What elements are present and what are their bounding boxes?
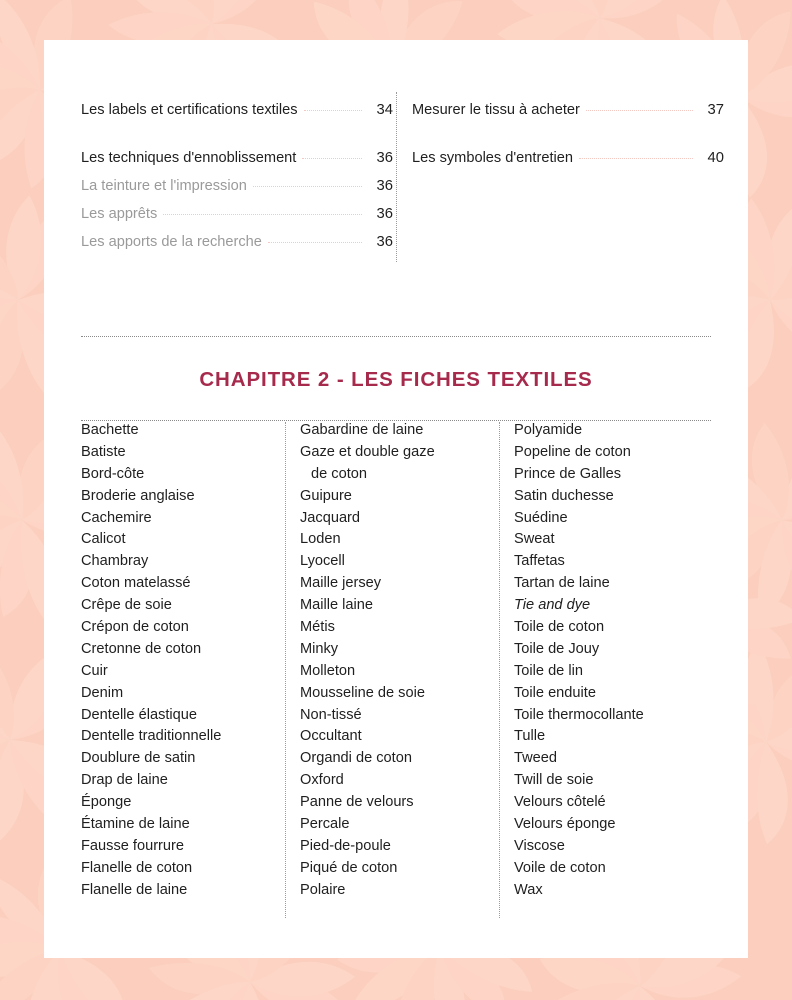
textile-list-item[interactable]: Toile thermocollante	[514, 706, 644, 723]
toc-column-divider	[396, 92, 397, 262]
textile-list-item[interactable]: Denim	[81, 684, 124, 701]
textile-list-item[interactable]: Taffetas	[514, 553, 565, 570]
toc-entry-page: 36	[376, 206, 393, 222]
textile-list-item[interactable]: Flanelle de laine	[81, 881, 188, 898]
toc-entry-label: Les labels et certifications textiles	[81, 102, 298, 118]
textile-list-item[interactable]: Suédine	[514, 509, 568, 526]
textile-list-item[interactable]: Gabardine de laine	[300, 422, 424, 438]
toc-leader	[268, 242, 362, 243]
chapter-banner	[81, 336, 711, 421]
textile-list-item[interactable]: Velours éponge	[514, 816, 616, 833]
textile-list-item[interactable]: Chambray	[81, 553, 149, 570]
textile-list-item[interactable]: Polyamide	[514, 422, 583, 438]
textile-list-item[interactable]: Percale	[300, 816, 350, 833]
toc-entry-page: 36	[376, 234, 393, 250]
textile-list-item[interactable]: Twill de soie	[514, 772, 594, 789]
textile-list-item[interactable]: Éponge	[81, 794, 132, 811]
textile-list-item[interactable]: Satin duchesse	[514, 487, 614, 504]
textile-list-item[interactable]: Occultant	[300, 728, 362, 745]
textile-list-item[interactable]: Doublure de satin	[81, 750, 196, 767]
toc-leader	[579, 158, 693, 159]
textile-list-item[interactable]: Maille jersey	[300, 575, 382, 592]
textile-list-item[interactable]: Wax	[514, 881, 543, 898]
textile-list-item[interactable]: Métis	[300, 619, 335, 636]
textile-list-item[interactable]: Crépon de coton	[81, 619, 189, 636]
textile-column-2	[300, 420, 505, 902]
textile-list-item[interactable]: Flanelle de coton	[81, 859, 193, 876]
textile-list-item[interactable]: Cuir	[81, 662, 108, 679]
toc-column-right	[412, 102, 724, 178]
textile-list-item[interactable]: Maille laine	[300, 597, 374, 614]
toc-entry[interactable]	[81, 206, 393, 234]
textile-list-item[interactable]: Étamine de laine	[81, 816, 190, 833]
toc-entry-page: 40	[707, 150, 724, 166]
textile-list-item[interactable]: Bachette	[81, 422, 139, 438]
textile-list-item[interactable]: Dentelle traditionnelle	[81, 728, 222, 745]
textile-list-item[interactable]: Toile enduite	[514, 684, 596, 701]
textile-list-item[interactable]: Cretonne de coton	[81, 640, 202, 657]
chapter-title: CHAPITRE 2 - LES FICHES TEXTILES	[199, 367, 593, 391]
textile-list-item[interactable]: Guipure	[300, 487, 352, 504]
textile-list-item[interactable]: Toile de Jouy	[514, 640, 600, 657]
toc-entry-label: Les apports de la recherche	[81, 234, 262, 250]
textile-list	[81, 420, 721, 920]
textile-list-item[interactable]: Jacquard	[300, 509, 361, 526]
textile-list-item[interactable]: Bord-côte	[81, 465, 145, 482]
textile-list-item[interactable]: Viscose	[514, 837, 565, 854]
textile-list-item[interactable]: Loden	[300, 531, 341, 548]
page-card	[44, 40, 748, 958]
toc-entry[interactable]	[81, 234, 393, 262]
textile-list-item[interactable]: Minky	[300, 640, 339, 657]
toc-entry[interactable]	[412, 102, 724, 130]
textile-list-item[interactable]: Drap de laine	[81, 772, 168, 789]
textile-list-item[interactable]: Tweed	[514, 750, 557, 767]
toc-entry-label: Les symboles d'entretien	[412, 150, 573, 166]
toc-entry-page: 34	[376, 102, 393, 118]
toc-entry-label: La teinture et l'impression	[81, 178, 247, 194]
textile-list-item[interactable]: Gaze et double gaze	[300, 443, 435, 460]
textile-list-item[interactable]: Broderie anglaise	[81, 487, 195, 504]
textile-list-item[interactable]: Non-tissé	[300, 706, 362, 723]
textile-list-item[interactable]: Voile de coton	[514, 859, 606, 876]
textile-list-item[interactable]: Lyocell	[300, 553, 345, 570]
textile-list-item[interactable]: Oxford	[300, 772, 344, 789]
textile-list-item[interactable]: Fausse fourrure	[81, 837, 185, 854]
toc-leader	[586, 110, 693, 111]
toc-entry[interactable]	[81, 178, 393, 206]
toc-entry[interactable]	[81, 150, 393, 178]
textile-list-item[interactable]: Sweat	[514, 531, 555, 548]
textile-list-item[interactable]: Pied-de-poule	[300, 837, 391, 854]
textile-column-1	[81, 420, 291, 902]
textile-list-item[interactable]: Toile de coton	[514, 619, 605, 636]
chapter-rule-top	[81, 336, 711, 337]
table-of-contents	[44, 40, 748, 280]
toc-entry-label: Les techniques d'ennoblissement	[81, 150, 297, 166]
toc-entry[interactable]	[412, 150, 724, 178]
textile-list-item[interactable]: Mousseline de soie	[300, 684, 425, 701]
textile-list-item[interactable]: Prince de Galles	[514, 465, 622, 482]
textile-list-item[interactable]: Velours côtelé	[514, 794, 606, 811]
toc-leader	[304, 110, 362, 111]
textile-list-item[interactable]: de coton	[311, 465, 367, 482]
toc-leader	[253, 186, 362, 187]
textile-list-item[interactable]: Crêpe de soie	[81, 597, 172, 614]
toc-leader	[163, 214, 362, 215]
textile-list-item[interactable]: Calicot	[81, 531, 126, 548]
textile-list-item[interactable]: Batiste	[81, 443, 126, 460]
toc-column-left	[81, 102, 393, 262]
toc-entry-page: 36	[376, 150, 393, 166]
textile-column-3	[514, 420, 724, 902]
toc-entry-label: Les apprêts	[81, 206, 158, 222]
textile-list-item[interactable]: Organdi de coton	[300, 750, 412, 767]
textile-list-item[interactable]: Cachemire	[81, 509, 152, 526]
toc-entry-label: Mesurer le tissu à acheter	[412, 102, 580, 118]
textile-list-item[interactable]: Tie and dye	[514, 597, 591, 614]
textile-list-item[interactable]: Tulle	[514, 728, 546, 745]
textile-list-item[interactable]: Dentelle élastique	[81, 706, 198, 723]
textile-list-item[interactable]: Tartan de laine	[514, 575, 610, 592]
textile-list-item[interactable]: Polaire	[300, 881, 346, 898]
textile-list-item[interactable]: Molleton	[300, 662, 356, 679]
toc-entry-page: 37	[707, 102, 724, 118]
textile-list-item[interactable]: Toile de lin	[514, 662, 583, 679]
textile-list-item[interactable]: Piqué de coton	[300, 859, 398, 876]
toc-entry[interactable]	[81, 102, 393, 130]
textile-list-item[interactable]: Coton matelassé	[81, 575, 191, 592]
toc-leader	[302, 158, 362, 159]
textile-list-item[interactable]: Popeline de coton	[514, 443, 631, 460]
textile-list-item[interactable]: Panne de velours	[300, 794, 414, 811]
toc-entry-page: 36	[376, 178, 393, 194]
